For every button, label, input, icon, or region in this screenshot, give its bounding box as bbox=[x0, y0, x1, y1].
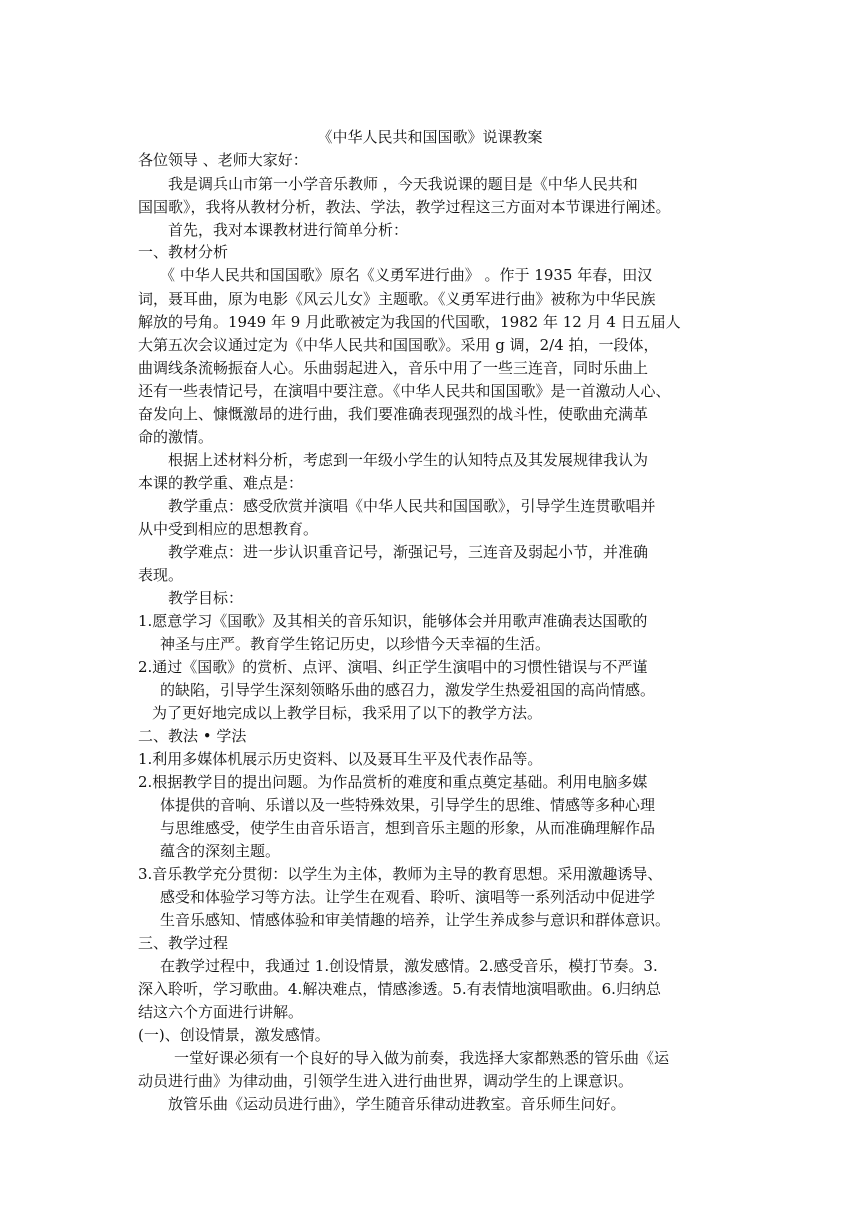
paragraph-line: 教学重点：感受欣赏并演唱《中华人民共和国国歌》，引导学生连贯歌唱并 bbox=[168, 497, 656, 515]
list-item: 2.通过《国歌》的赏析、点评、演唱、纠正学生演唱中的习惯性错误与不严谨 bbox=[138, 658, 648, 676]
subheading: 教学目标： bbox=[168, 589, 244, 607]
list-item-continuation: 蕴含的深刻主题。 bbox=[160, 842, 281, 860]
paragraph-line: 还有一些表情记号，在演唱中要注意。《中华人民共和国国歌》是一首激动人心、 bbox=[138, 382, 671, 400]
paragraph-line: 动员进行曲》为律动曲，引领学生进入进行曲世界，调动学生的上课意识。 bbox=[138, 1072, 634, 1090]
list-item-continuation: 生音乐感知、情感体验和审美情趣的培养，让学生养成参与意识和群体意识。 bbox=[160, 911, 671, 929]
list-item: 1.愿意学习《国歌》及其相关的音乐知识，能够体会并用歌声准确表达国歌的 bbox=[138, 612, 648, 630]
section-heading: 一、教材分析 bbox=[138, 243, 229, 261]
paragraph-line: 为了更好地完成以上教学目标，我采用了以下的教学方法。 bbox=[152, 704, 543, 722]
paragraph-line: 本课的教学重、难点是： bbox=[138, 474, 304, 492]
paragraph-line: 国国歌》，我将从教材分析，教法、学法，教学过程这三方面对本节课进行阐述。 bbox=[138, 198, 671, 216]
list-item: 1.利用多媒体机展示历史资料、以及聂耳生平及代表作品等。 bbox=[138, 750, 543, 768]
section-heading: 三、教学过程 bbox=[138, 934, 229, 952]
paragraph-line: 命的激情。 bbox=[138, 428, 214, 446]
greeting-line: 各位领导 、老师大家好： bbox=[138, 151, 308, 169]
paragraph-line: 我是调兵山市第一小学音乐教师 ，今天我说课的题目是《中华人民共和 bbox=[168, 175, 638, 193]
paragraph-line: 结这六个方面进行讲解。 bbox=[138, 1003, 304, 1021]
paragraph-line: 词，聂耳曲，原为电影《风云儿女》主题歌。《义勇军进行曲》被称为中华民族 bbox=[138, 290, 656, 308]
list-item-continuation: 与思维感受，使学生由音乐语言，想到音乐主题的形象，从而准确理解作品 bbox=[160, 819, 656, 837]
paragraph-line: 根据上述材料分析，考虑到一年级小学生的认知特点及其发展规律我认为 bbox=[168, 451, 649, 469]
list-item-continuation: 的缺陷，引导学生深刻领略乐曲的感召力，激发学生热爱祖国的高尚情感。 bbox=[160, 681, 656, 699]
paragraph-line: 教学难点：进一步认识重音记号，渐强记号，三连音及弱起小节，并准确 bbox=[168, 543, 649, 561]
paragraph-line: 《 中华人民共和国国歌》原名《义勇军进行曲》 。作于 1935 年春，田汉 bbox=[160, 266, 653, 284]
paragraph-line: 首先，我对本课教材进行简单分析： bbox=[168, 221, 409, 239]
paragraph-line: 一堂好课必须有一个良好的导入做为前奏，我选择大家都熟悉的管乐曲《运 bbox=[174, 1049, 670, 1067]
paragraph-line: 表现。 bbox=[138, 566, 184, 584]
paragraph-line: 曲调线条流畅振奋人心。乐曲弱起进入，音乐中用了一些三连音，同时乐曲上 bbox=[138, 359, 649, 377]
subsection-heading: (一)、创设情景，激发感情。 bbox=[138, 1026, 330, 1044]
list-item-continuation: 体提供的音响、乐谱以及一些特殊效果，引导学生的思维、情感等多种心理 bbox=[160, 796, 656, 814]
list-item-continuation: 神圣与庄严。教育学生铭记历史，以珍惜今天幸福的生活。 bbox=[160, 635, 551, 653]
document-title: 《中华人民共和国国歌》说课教案 bbox=[317, 128, 543, 146]
paragraph-line: 在教学过程中，我通过 1.创设情景，激发感情。2.感受音乐，模打节奏。3. bbox=[160, 957, 658, 975]
paragraph-line: 奋发向上、慷慨激昂的进行曲，我们要准确表现强烈的战斗性，使歌曲充满革 bbox=[138, 405, 649, 423]
paragraph-line: 从中受到相应的思想教育。 bbox=[138, 520, 319, 538]
list-item-continuation: 感受和体验学习等方法。让学生在观看、聆听、演唱等一系列活动中促进学 bbox=[160, 888, 656, 906]
paragraph-line: 解放的号角。1949 年 9 月此歌被定为我国的代国歌，1982 年 12 月 4 日五届人 bbox=[138, 313, 681, 331]
section-heading: 二、教法 • 学法 bbox=[138, 727, 247, 745]
list-item: 2.根据教学目的提出问题。为作品赏析的难度和重点奠定基础。利用电脑多媒 bbox=[138, 773, 648, 791]
paragraph-line: 放管乐曲《运动员进行曲》，学生随音乐律动进教室。音乐师生问好。 bbox=[168, 1095, 626, 1113]
paragraph-line: 大第五次会议通过定为《中华人民共和国国歌》。采用 g 调，2/4 拍，一段体， bbox=[138, 336, 659, 354]
list-item: 3.音乐教学充分贯彻：以学生为主体，教师为主导的教育思想。采用激趣诱导、 bbox=[138, 865, 663, 883]
paragraph-line: 深入聆听，学习歌曲。4.解决难点，情感渗透。5.有表情地演唱歌曲。6.归纳总 bbox=[138, 980, 661, 998]
